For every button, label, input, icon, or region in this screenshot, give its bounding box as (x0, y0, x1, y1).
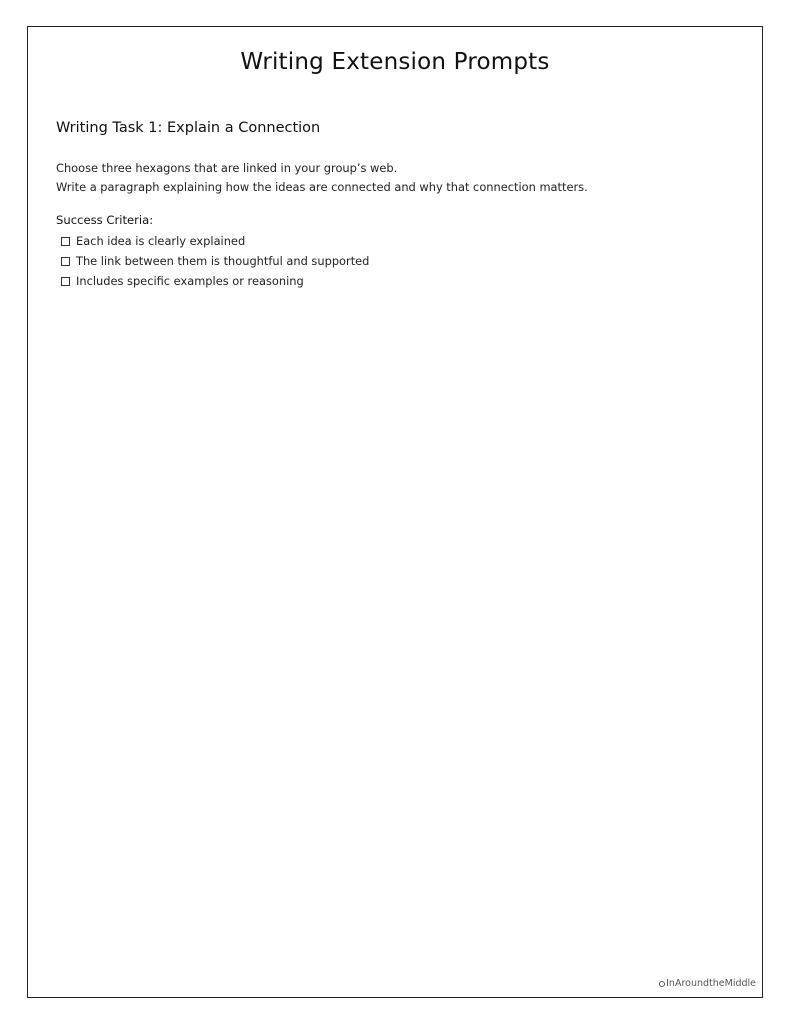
criteria-item-label: Each idea is clearly explained (76, 234, 246, 248)
success-criteria-list (61, 231, 369, 291)
copyright-text: InAroundtheMiddle (666, 978, 756, 989)
instruction-line: Write a paragraph explaining how the ideas are connected and why that connection matters. (56, 180, 588, 194)
checkbox-icon[interactable] (61, 257, 70, 266)
criteria-item (61, 231, 369, 251)
task-instructions (56, 159, 588, 197)
page-title: Writing Extension Prompts (240, 49, 550, 75)
criteria-item (61, 251, 369, 271)
worksheet-page (27, 26, 763, 998)
copyright-footer (659, 978, 756, 989)
criteria-item-label: The link between them is thoughtful and supported (76, 254, 370, 268)
copyright-icon (659, 981, 665, 987)
task-heading: Writing Task 1: Explain a Connection (56, 120, 321, 136)
success-criteria-heading: Success Criteria: (56, 213, 154, 227)
instruction-line: Choose three hexagons that are linked in your group’s web. (56, 161, 398, 175)
checkbox-icon[interactable] (61, 277, 70, 286)
checkbox-icon[interactable] (61, 237, 70, 246)
criteria-item (61, 271, 369, 291)
criteria-item-label: Includes specific examples or reasoning (76, 274, 304, 288)
